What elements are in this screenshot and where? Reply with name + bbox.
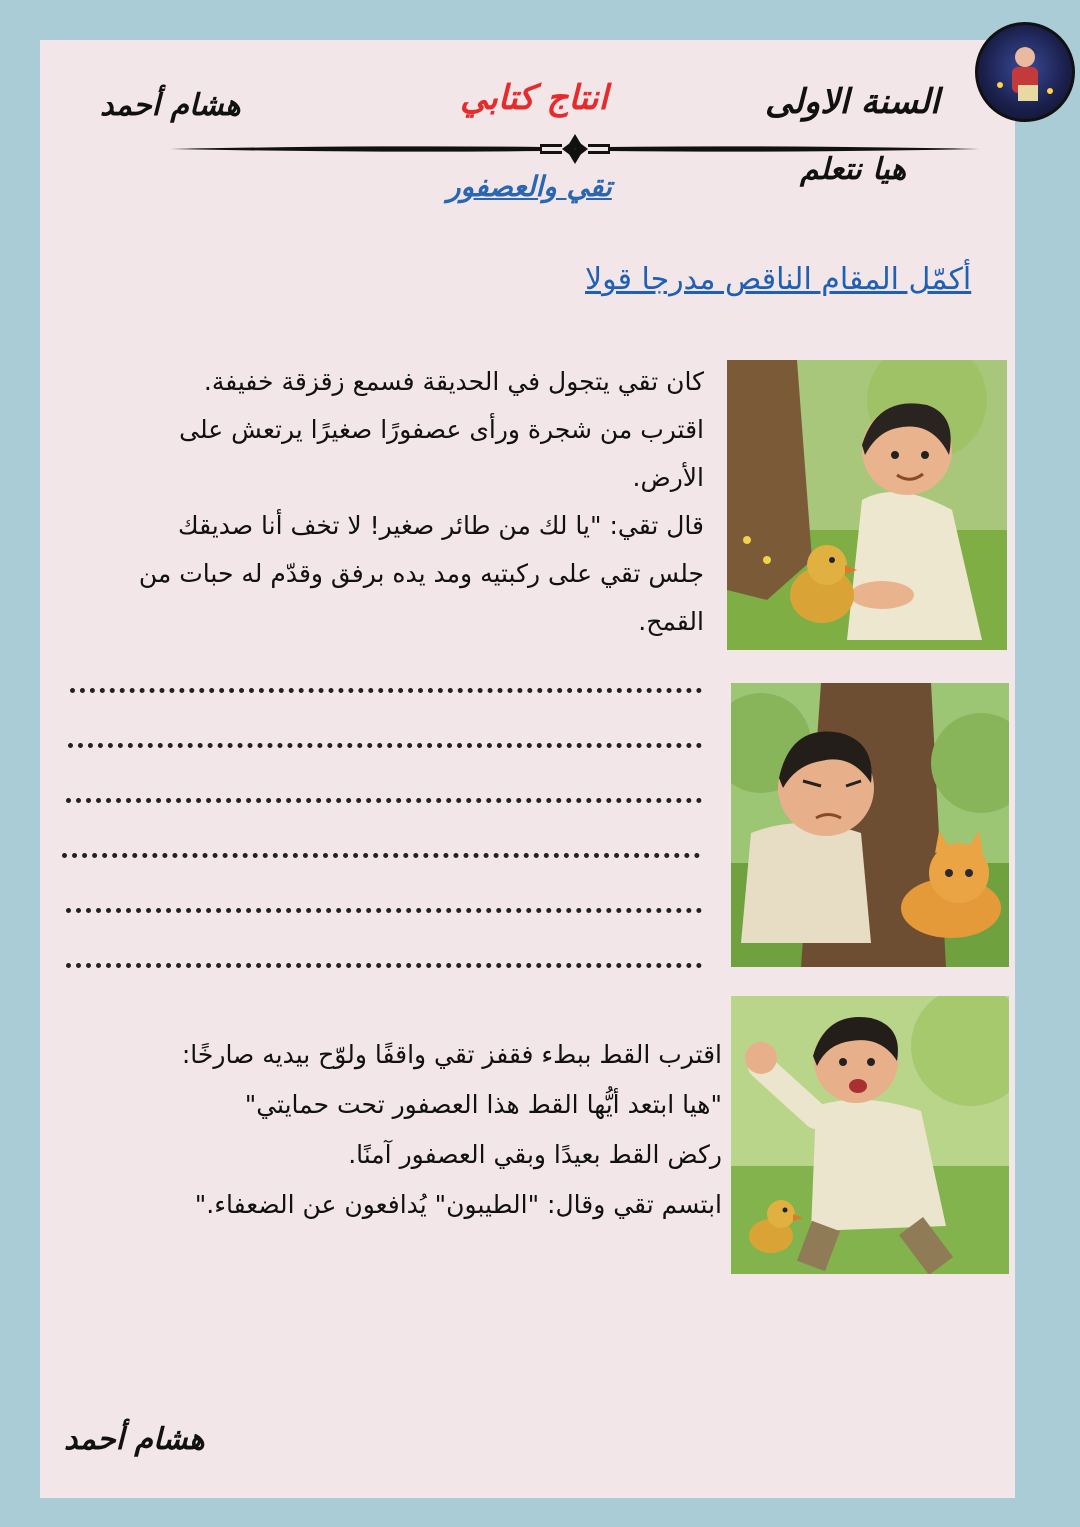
writing-line[interactable]	[70, 688, 702, 693]
story-line: ابتسم تقي وقال: "الطيبون" يُدافعون عن الضعفاء."	[194, 1190, 722, 1219]
page-title: انتاج كتابي	[460, 78, 608, 118]
writing-line[interactable]	[62, 853, 700, 858]
story-line: ركض القط بعيدًا وبقي العصفور آمنًا.	[348, 1140, 722, 1169]
boy-feeding-bird-image	[727, 360, 1007, 650]
writing-line[interactable]	[66, 963, 702, 968]
writing-line[interactable]	[66, 798, 702, 803]
story-part-1	[64, 358, 704, 646]
writing-line[interactable]	[68, 743, 702, 748]
ornament-divider-icon	[170, 132, 980, 166]
grade-label: السنة الاولى	[765, 82, 940, 122]
author-name-bottom: هشام أحمد	[64, 1422, 205, 1457]
school-logo-icon	[975, 22, 1075, 122]
story-line: القمح.	[638, 607, 704, 636]
writing-line[interactable]	[66, 908, 702, 913]
author-name-top: هشام أحمد	[100, 88, 241, 123]
boy-shouting-image	[731, 996, 1009, 1274]
story-part-3	[62, 1030, 722, 1230]
story-line: قال تقي: "يا لك من طائر صغير! لا تخف أنا صديقك	[178, 511, 704, 540]
boy-and-cat-image	[731, 683, 1009, 967]
story-line: جلس تقي على ركبتيه ومد يده برفق وقدّم له حبات من	[138, 559, 704, 588]
story-line: الأرض.	[632, 463, 704, 492]
slogan-label: هيا نتعلم	[800, 152, 907, 187]
story-line: اقترب القط ببطء فقفز تقي واقفًا ولوّح بيديه صارخًا:	[181, 1040, 722, 1069]
instruction-heading: أكمّل المقام الناقص مدرجا قولا	[585, 262, 972, 297]
story-line: اقترب من شجرة ورأى عصفورًا صغيرًا يرتعش على	[179, 415, 704, 444]
story-line: "هيا ابتعد أيُّها القط هذا العصفور تحت حمايتي"	[244, 1090, 722, 1119]
story-line: كان تقي يتجول في الحديقة فسمع زقزقة خفيفة.	[203, 367, 704, 396]
story-title: تقي والعصفور	[447, 170, 612, 203]
